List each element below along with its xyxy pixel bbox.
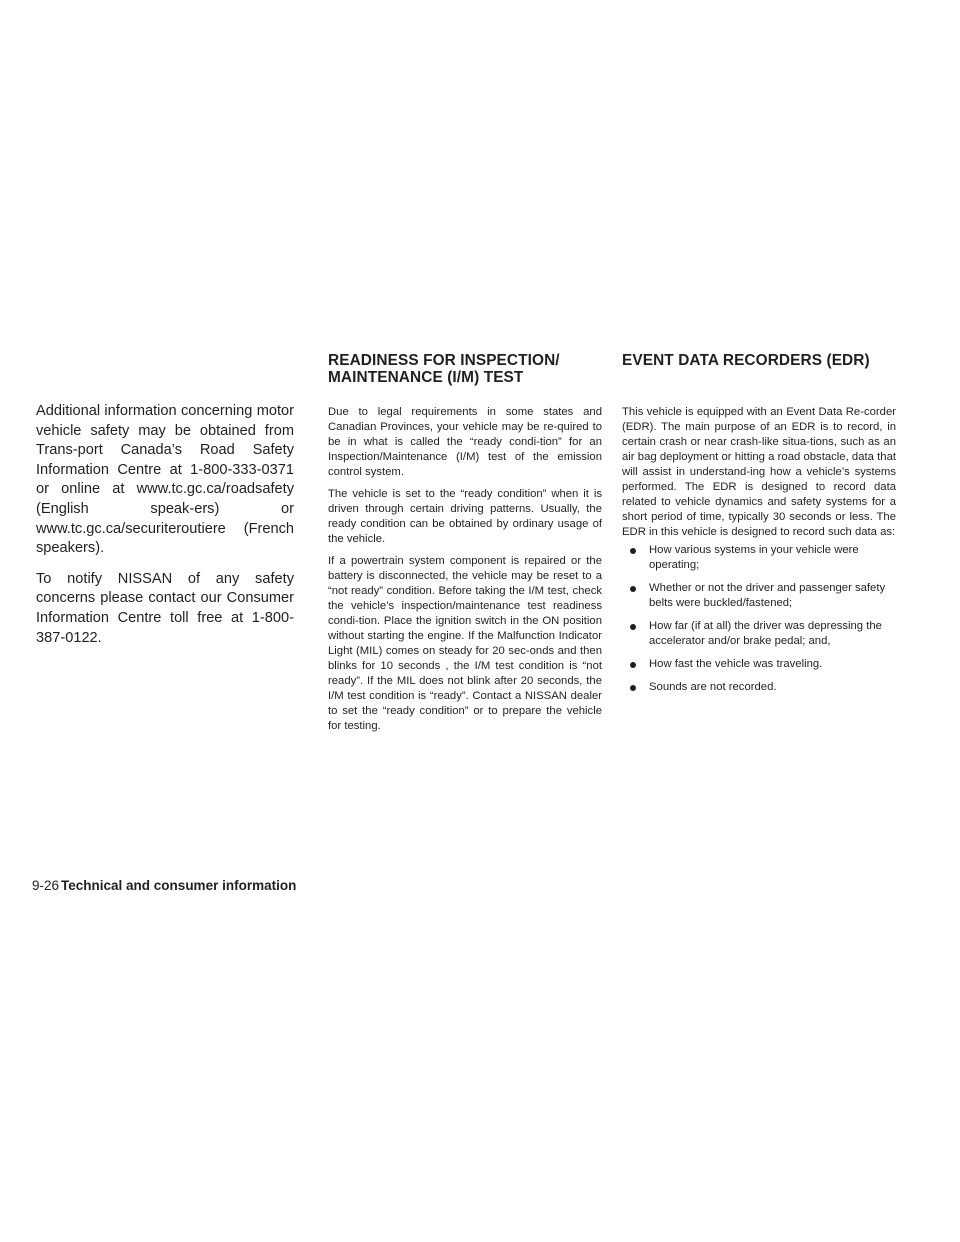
bullet-icon — [630, 586, 636, 592]
edr-intro-paragraph: This vehicle is equipped with an Event Data Re-corder (EDR). The main purpose of an EDR is to record, in certain crash or near crash-like situa-tions, such as an air bag deployment or hitting a road obstacle, data that will assist in understand-ing how a vehicle’s systems performed. The EDR is designed to record data related to vehicle dynamics and safety systems for a short period of time, typically 30 seconds or less. The EDR in this vehicle is designed to record such data as: — [622, 406, 896, 538]
list-item-text: Sounds are not recorded. — [649, 681, 777, 693]
list-item-text: How far (if at all) the driver was depressing the accelerator and/or brake pedal; and, — [649, 620, 882, 647]
list-item-text: How fast the vehicle was traveling. — [649, 658, 823, 670]
im-test-body — [328, 405, 602, 741]
list-item-text: Whether or not the driver and passenger safety belts were buckled/fastened; — [649, 582, 886, 609]
page-footer — [32, 878, 296, 894]
list-item — [622, 619, 896, 649]
im-paragraph: If a powertrain system component is repaired or the battery is disconnected, the vehicle may be reset to a “not ready” condition. Before taking the I/M test, check the vehicle’s inspection/maintenance test readiness condi-tion. Place the ignition switch in the ON position without starting the engine. If the Malfunction Indicator Light (MIL) comes on steady for 20 sec-onds and then blinks for 10 seconds , the I/M test condition is “not ready”. If the MIL does not blink after 20 seconds, the I/M test condition is “ready”. Contact a NISSAN dealer to set the “ready condition” or to prepare the vehicle for testing. — [328, 555, 602, 732]
im-heading-line1: READINESS FOR INSPECTION/ — [328, 352, 560, 369]
chapter-title: Technical and consumer information — [61, 878, 297, 893]
left-column — [36, 402, 294, 659]
edr-data-list — [622, 543, 896, 695]
page-number: 9-26 — [32, 878, 60, 893]
nissan-contact-paragraph: To notify NISSAN of any safety concerns please contact our Consumer Information Centre toll free at 1-800-387-0122. — [36, 570, 294, 646]
im-paragraph: The vehicle is set to the “ready condition” when it is driven through certain driving patterns. Usually, the ready condition can be obtained by ordinary usage of the vehicle. — [328, 488, 602, 545]
im-paragraph: Due to legal requirements in some states and Canadian Provinces, your vehicle may be re-quired to be in what is called the “ready condi-tion” for an Inspection/Maintenance (I/M) test of the emission control system. — [328, 406, 602, 478]
im-test-heading — [328, 352, 602, 386]
bullet-icon — [630, 685, 636, 691]
list-item — [622, 657, 896, 672]
edr-body — [622, 405, 896, 703]
bullet-icon — [630, 624, 636, 630]
list-item-text: How various systems in your vehicle were operating; — [649, 544, 859, 571]
bullet-icon — [630, 548, 636, 554]
list-item — [622, 680, 896, 695]
edr-heading: EVENT DATA RECORDERS (EDR) — [622, 352, 870, 369]
im-heading-line2: MAINTENANCE (I/M) TEST — [328, 369, 524, 386]
canada-info-paragraph: Additional information concerning motor vehicle safety may be obtained from Trans-port Canada’s Road Safety Information Centre at 1-800-333-0371 or online at www.tc.gc.ca/roadsafety (English speak-ers) or www.tc.gc.ca/securiteroutiere (French speakers). — [36, 403, 294, 557]
bullet-icon — [630, 662, 636, 668]
list-item — [622, 581, 896, 611]
list-item — [622, 543, 896, 573]
